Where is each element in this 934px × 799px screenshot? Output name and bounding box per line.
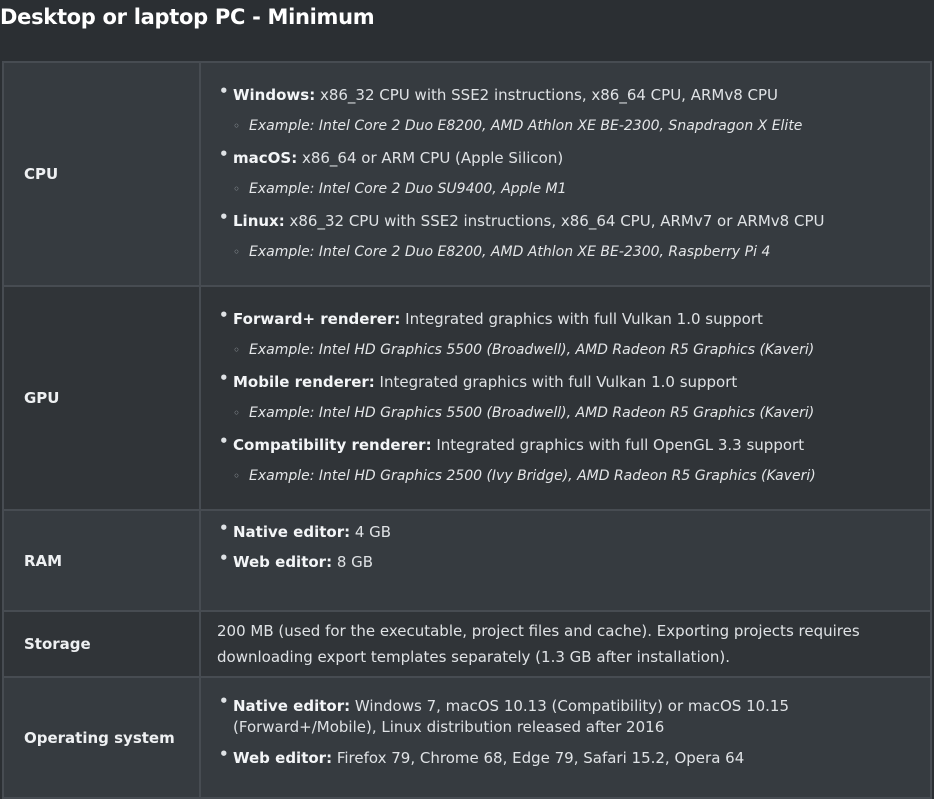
row-label-cpu: CPU bbox=[3, 62, 200, 286]
storage-text: 200 MB (used for the executable, project files and cache). Exporting projects requires downloading export templates separately (1.3 GB after installation). bbox=[217, 622, 860, 666]
row-label-os: Operating system bbox=[3, 677, 200, 798]
table-row-os bbox=[3, 677, 931, 798]
item-text: Integrated graphics with full Vulkan 1.0 support bbox=[400, 309, 763, 328]
row-value-os bbox=[200, 677, 931, 798]
item-text: x86_64 or ARM CPU (Apple Silicon) bbox=[297, 148, 564, 167]
row-value-storage bbox=[200, 611, 931, 677]
item-name: Forward+ renderer: bbox=[233, 309, 401, 328]
list-item bbox=[217, 368, 930, 430]
list-item bbox=[217, 144, 930, 206]
example-item: ◦ Example: Intel Core 2 Duo SU9400, Apple M1 bbox=[233, 173, 930, 206]
list-item bbox=[217, 548, 930, 577]
page-title: Desktop or laptop PC - Minimum bbox=[0, 5, 375, 29]
item-name: Native editor: bbox=[233, 522, 351, 541]
table-row-cpu bbox=[3, 62, 931, 286]
item-text: x86_32 CPU with SSE2 instructions, x86_64 CPU, ARMv8 CPU bbox=[315, 85, 779, 104]
row-value-cpu bbox=[200, 62, 931, 286]
item-name: Native editor: bbox=[233, 697, 351, 715]
example-item: ◦ Example: Intel HD Graphics 5500 (Broadwell), AMD Radeon R5 Graphics (Kaveri) bbox=[233, 397, 930, 430]
item-name: Compatibility renderer: bbox=[233, 435, 432, 454]
list-item bbox=[217, 744, 930, 773]
item-text: Windows 7, macOS 10.13 (Compatibility) or macOS 10.15 (Forward+/Mobile), Linux distribution released after 2016 bbox=[233, 697, 790, 736]
list-item bbox=[217, 207, 930, 269]
row-label-gpu: GPU bbox=[3, 286, 200, 510]
requirements-table bbox=[2, 61, 932, 799]
item-text: 4 GB bbox=[350, 522, 392, 541]
list-item bbox=[217, 431, 930, 493]
example-item: ◦ Example: Intel Core 2 Duo E8200, AMD Athlon XE BE-2300, Raspberry Pi 4 bbox=[233, 236, 930, 269]
row-value-ram bbox=[200, 510, 931, 611]
table-row-gpu bbox=[3, 286, 931, 510]
list-item bbox=[217, 691, 930, 743]
page-header bbox=[0, 0, 934, 60]
item-name: macOS: bbox=[233, 148, 298, 167]
row-label-ram: RAM bbox=[3, 510, 200, 611]
row-value-gpu bbox=[200, 286, 931, 510]
item-name: Web editor: bbox=[233, 749, 333, 767]
list-item bbox=[217, 305, 930, 367]
item-name: Mobile renderer: bbox=[233, 372, 375, 391]
item-name: Linux: bbox=[233, 211, 285, 230]
item-name: Windows: bbox=[233, 85, 316, 104]
list-item bbox=[217, 81, 930, 143]
item-text: x86_32 CPU with SSE2 instructions, x86_64 CPU, ARMv7 or ARMv8 CPU bbox=[284, 211, 825, 230]
example-item: ◦ Example: Intel HD Graphics 2500 (Ivy Bridge), AMD Radeon R5 Graphics (Kaveri) bbox=[233, 460, 930, 493]
table-row-ram bbox=[3, 510, 931, 611]
item-text: Integrated graphics with full Vulkan 1.0 support bbox=[374, 372, 738, 391]
item-text: 8 GB bbox=[332, 552, 374, 571]
list-item bbox=[217, 518, 930, 547]
example-item: ◦ Example: Intel Core 2 Duo E8200, AMD Athlon XE BE-2300, Snapdragon X Elite bbox=[233, 110, 930, 143]
example-item: ◦ Example: Intel HD Graphics 5500 (Broadwell), AMD Radeon R5 Graphics (Kaveri) bbox=[233, 334, 930, 367]
item-text: Integrated graphics with full OpenGL 3.3 support bbox=[431, 435, 805, 454]
row-label-storage: Storage bbox=[3, 611, 200, 677]
item-name: Web editor: bbox=[233, 552, 333, 571]
table-row-storage bbox=[3, 611, 931, 677]
item-text: Firefox 79, Chrome 68, Edge 79, Safari 15.2, Opera 64 bbox=[332, 749, 745, 767]
